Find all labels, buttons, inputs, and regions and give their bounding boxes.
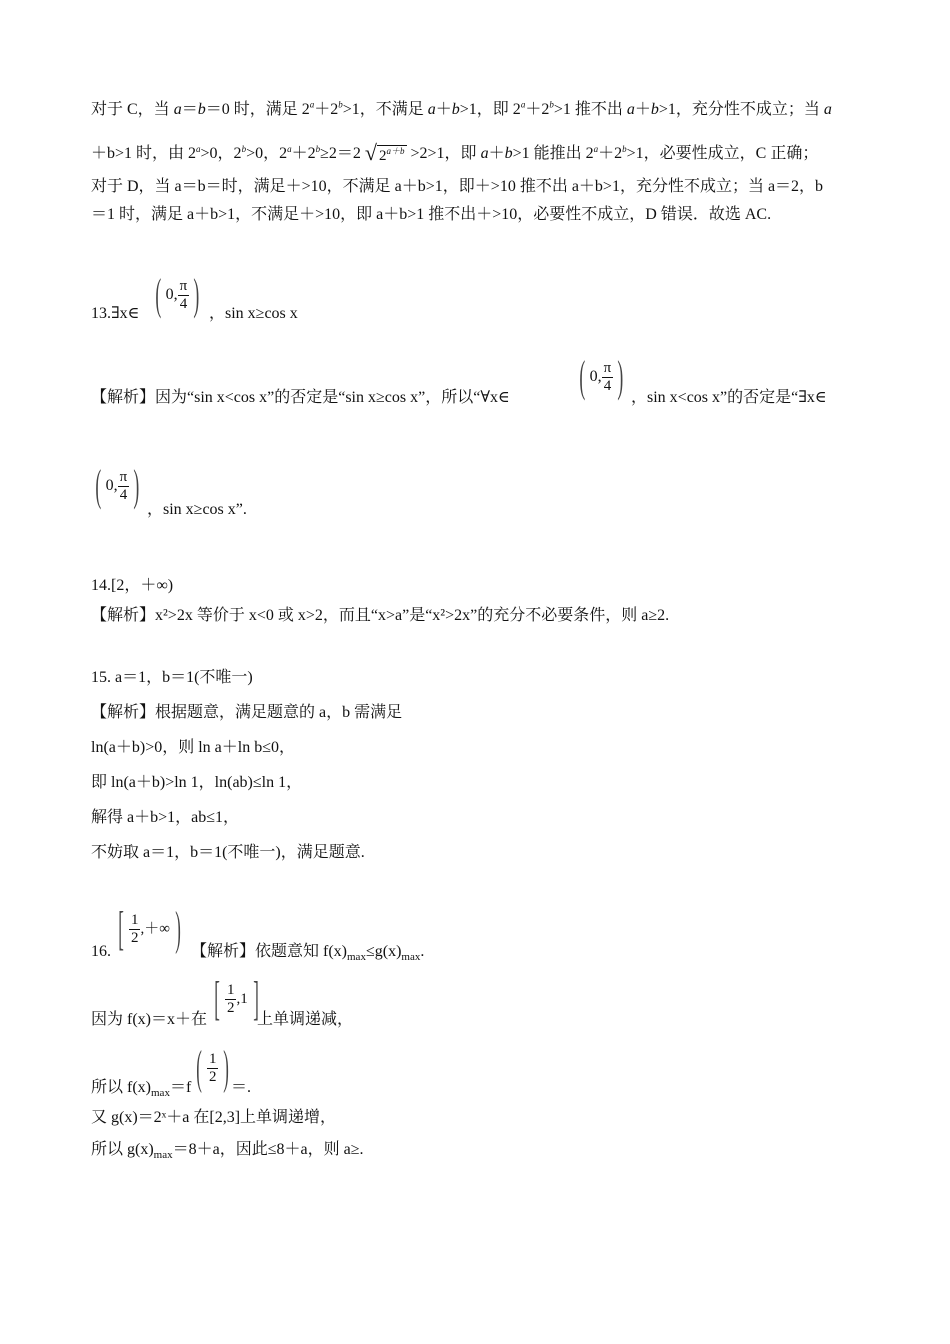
q16-analysis-4: 又 g(x)＝2ˣ＋a 在[2,3]上单调递增， [91, 1109, 337, 1126]
text-line-c2: ＋b>1 时，由 $2^a>0$，$2^b>0$，$2^a+2^b\ge 2=2$ √ $2^{a+b} >2>1$，即 a＋b>1 能推出 $2^a+2^b>1$，必要性成立，C 正确； [91, 140, 819, 165]
interval-half-inf: [ $\frac{1}{2}$ ,＋∞ ) [118, 902, 181, 955]
q16-analysis-2: 因为 f(x)＝x＋在 [ $\frac{1}{2}$ ,1 ] 上单调递减， [91, 972, 354, 1028]
q16-analysis-5: 所以 $g(x)_{max}=8+a$，因此≤8＋a，则 a≥. [91, 1141, 364, 1162]
q15-analysis-3: 即 ln(a＋b)>ln 1，ln(ab)≤ln 1， [91, 774, 303, 791]
q16-answer: 16. [ $\frac{1}{2}$ ,＋∞ ) 【解析】依题意知 $f(x)_{max}\le g(x)_{max}$. [91, 902, 425, 964]
q15-analysis-2: ln(a＋b)>0，则 ln a＋ln b≤0， [91, 739, 296, 756]
paren-half: ( $\frac{1}{2}$ ) [196, 1041, 230, 1094]
text-line-c1: 对于 C，当 a＝b＝0 时，满足 $2^a+2^b>1$，不满足 a＋b>1，即 $2^a+2^b>1$ 推不出 a＋b>1，充分性不成立；当 a [91, 99, 832, 118]
interval-half-1: [ $\frac{1}{2}$ ,1 ] [214, 972, 259, 1025]
q15-analysis-4: 解得 a＋b>1，ab≤1， [91, 809, 240, 826]
interval-0-pi4: ( 0, $\frac{\pi}{4}$ ) [155, 270, 200, 319]
q15-analysis-5: 不妨取 a＝1，b＝1(不唯一)，满足题意. [91, 844, 365, 861]
q16-analysis-3: 所以 $f(x)_{max}=f$ ( $\frac{1}{2}$ ) ＝. [91, 1041, 252, 1100]
q13-analysis-1: 【解析】因为“sin x<cos x”的否定是“sin x≥cos x”，所以“∀x∈ ( 0, $\frac{\pi}{4}$ ) ，sin x<cos x”的否定是“∃x∈ [91, 352, 827, 406]
q13-analysis-2: ( 0, $\frac{\pi}{4}$ ) ，sin x≥cos x”. [91, 460, 858, 520]
q14-answer: 14.[2，＋∞) [91, 577, 174, 594]
sqrt-expression: √ $2^{a+b}$ [364, 140, 405, 165]
interval-0-pi4-c: ( 0, $\frac{\pi}{4}$ ) [95, 461, 140, 510]
interval-0-pi4-b: ( 0, $\frac{\pi}{4}$ ) [579, 352, 624, 401]
q13-answer: 13.∃x∈ ( 0, $\frac{\pi}{4}$ ) ，sin x≥cos x [91, 270, 298, 322]
text-line-d1: 对于 D，当 a＝b＝时，满足＋>10，不满足 a＋b>1，即＋>10 推不出 a＋b>1，充分性不成立；当 a＝2，b [91, 178, 824, 195]
q15-analysis-1: 【解析】根据题意，满足题意的 a，b 需满足 [91, 704, 403, 721]
text-line-d2: ＝1 时，满足 a＋b>1，不满足＋>10，即 a＋b>1 推不出＋>10，必要性不成立，D 错误．故选 AC. [91, 206, 772, 223]
q15-answer: 15. a＝1，b＝1(不唯一) [91, 669, 253, 686]
q14-analysis: 【解析】x²>2x 等价于 x<0 或 x>2，而且“x>a”是“x²>2x”的充分不必要条件，则 a≥2. [91, 607, 670, 624]
